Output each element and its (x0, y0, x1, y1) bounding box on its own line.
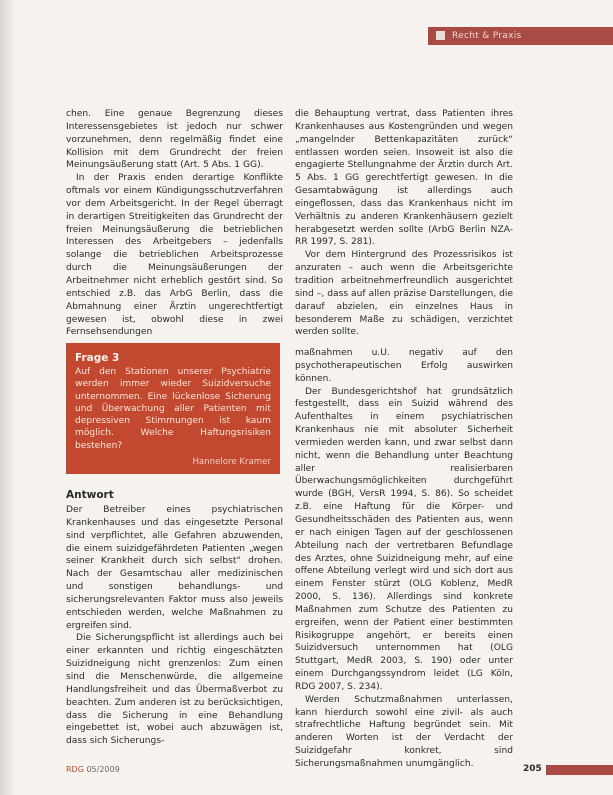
footer-accent-bar (546, 765, 613, 775)
section-header-bar (428, 27, 613, 45)
journal-name: RDG (66, 765, 84, 774)
right-column-bottom (295, 347, 513, 771)
footer-journal (66, 765, 120, 774)
paragraph: die Behauptung vertrat, dass Patienten ihres Krankenhauses aus Kostengründen und wegen „mangelnder Bettenkapazitäten zurück“ entlassen worden seien. Insoweit ist also die engagierte Stellungnahme der Ärztin durch Art. 5 Abs. 1 GG gerechtfertigt gewesen. In die Gesamtabwägung ist allerdings auch eingeflossen, dass das Krankenhaus nicht im Verhältnis zu anderen Krankenhäusern gezielt herabgesetzt werden sollte (ArbG Berlin NZA-RR 1997, S. 281). (295, 109, 513, 248)
page-number: 205 (523, 764, 542, 774)
page-spine-shadow (0, 0, 12, 795)
paragraph: In der Praxis enden derartige Konflikte oftmals vor einem Kündigungsschutzverfahren vor dem Arbeitsgericht. In der Regel überragt in derartigen Streitigkeiten das Grundrecht der freien Meinungsäußerung die betrieblichen Interessen des Arbeitgebers – jedenfalls solange die betrieblichen Arbeitsprozesse durch die Meinungsäußerungen der Arbeitnehmer nicht erheblich gestört sind. So entschied z.B. das ArbG Berlin, dass die Abmahnung einer Ärztin ungerechtfertigt gewesen ist, obwohl diese in zwei Fernsehsendungen (66, 173, 283, 338)
question-title: Frage 3 (75, 352, 120, 364)
question-text: Auf den Stationen unserer Psychiatrie werden immer wieder Suizidversuche unternommen. Eine lückenlose Sicherung und Überwachung aller Patienten mit depressiven Stimmungen ist kaum möglich. Welche Haftungsrisiken bestehen? (75, 367, 271, 451)
paragraph: chen. Eine genaue Begrenzung dieses Interessensgebietes ist jedoch nur schwer vorzunehmen, denn regelmäßig findet eine Kollision mit dem Grundrecht der freien Meinungsäußerung statt (Art. 5 Abs. 1 GG). (66, 109, 283, 171)
question-box (66, 343, 280, 474)
paragraph: Der Bundesgerichtshof hat grundsätzlich festgestellt, dass ein Suizid während des Aufenthaltes in einem psychiatrischen Krankenhaus nie mit absoluter Sicherheit vermieden werden kann, und zwar selbst dann nicht, wenn die Behandlung unter Beachtung aller realisierbaren Überwachungsmöglichkeiten durchgeführt wurde (BGH, VersR 1994, S. 86). So scheidet z.B. eine Haftung für die Körper- und Gesundheitsschäden des Patienten aus, wenn er nach einigen Tagen auf der geschlossenen Abteilung nach der vertretbaren Befundlage des Arztes, ohne Suizidneigung mehr, auf eine offene Abteilung verlegt wird und sich dort aus einem Fenster stürzt (OLG Koblenz, MedR 2000, S. 136). Allerdings sind konkrete Maßnahmen zum Schutze des Patienten zu ergreifen, wenn der Patient einer bestimmten Risikogruppe angehört, er bereits einen Suizidversuch unternommen hat (OLG Stuttgart, MedR 2003, S. 190) oder unter einem Durchgangssyndrom leidet (LG Köln, RDG 2007, S. 234). (295, 386, 513, 692)
paragraph: Die Sicherungspflicht ist allerdings auch bei einer erkannten und richtig eingeschätzten Suizidneigung nicht grenzenlos: Zum einen sind die Menschenwürde, die allgemeine Handlungsfreiheit und das Übermaßverbot zu beachten. Zum anderen ist zu berücksichtigen, dass die Sicherung in eine Behandlung eingebettet ist, wobei auch abzuwägen ist, dass sich Sicherungs- (66, 633, 283, 747)
left-column-bottom (66, 504, 283, 748)
paragraph: Vor dem Hintergrund des Prozessrisikos ist anzuraten – auch wenn die Arbeitsgerichte tradition arbeitnehmerfreundlich ausgerichtet sind –, dass auf allen präzise Darstellungen, die darauf abzielen, ein einzelnes Haus in besonderem Maße zu schädigen, verzichtet werden sollte. (295, 250, 513, 338)
paragraph: maßnahmen u.U. negativ auf den psychotherapeutischen Erfolg auswirken können. (295, 348, 513, 384)
question-author: Hannelore Kramer (192, 457, 271, 468)
left-column-top (66, 108, 283, 339)
header-square-icon (436, 31, 445, 40)
paragraph: Der Betreiber eines psychiatrischen Krankenhauses und das eingesetzte Personal sind verpflichtet, alle Gefahren abzuwenden, die einem suizidgefährdeten Patienten „wegen seiner Krankheit durch sich selbst“ drohen. Nach der Gesamtschau aller medizinischen und sonstigen behandlungs- und sicherungsrelevanten Faktor muss also jeweils entschieden werden, welche Maßnahmen zu ergreifen sind. (66, 505, 283, 631)
journal-issue: 05/2009 (83, 765, 120, 774)
right-column-top (295, 108, 513, 339)
paragraph: Werden Schutzmaßnahmen unterlassen, kann hierdurch sowohl eine zivil- als auch strafrechtliche Haftung begründet sein. Mit anderen Worten ist der Verdacht der Suizidgefahr konkret, sind Sicherungsmaßnahmen unumgänglich. (295, 694, 513, 769)
answer-heading: Antwort (66, 489, 114, 501)
section-label: Recht & Praxis (452, 31, 522, 41)
